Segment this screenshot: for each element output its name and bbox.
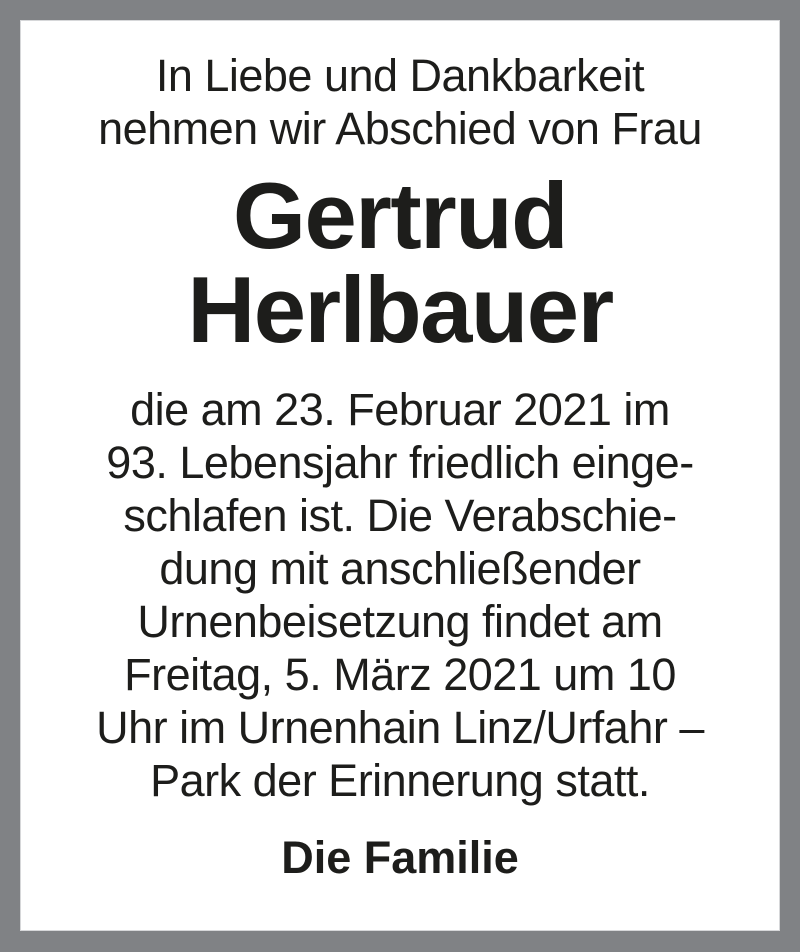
body-line: schlafen ist. Die Verabschie-	[123, 490, 677, 541]
obituary-card	[20, 20, 780, 931]
intro-line: In Liebe und Dankbarkeit	[155, 50, 645, 101]
deceased-first-name: Gertrud	[232, 163, 568, 268]
body-line: dung mit anschließender	[159, 543, 641, 594]
intro-line: nehmen wir Abschied von Frau	[98, 103, 702, 154]
body-line: Uhr im Urnenhain Linz/Urfahr –	[96, 702, 704, 753]
body-line: Freitag, 5. März 2021 um 10	[124, 649, 676, 700]
body-text	[96, 383, 704, 807]
intro-text	[98, 49, 702, 155]
body-line: Park der Erinnerung statt.	[150, 755, 650, 806]
deceased-last-name: Herlbauer	[187, 257, 613, 362]
signature: Die Familie	[281, 832, 519, 883]
body-line: 93. Lebensjahr friedlich einge-	[106, 437, 694, 488]
body-line: Urnenbeisetzung findet am	[137, 596, 663, 647]
deceased-name	[187, 163, 613, 362]
body-line: die am 23. Februar 2021 im	[130, 384, 670, 435]
